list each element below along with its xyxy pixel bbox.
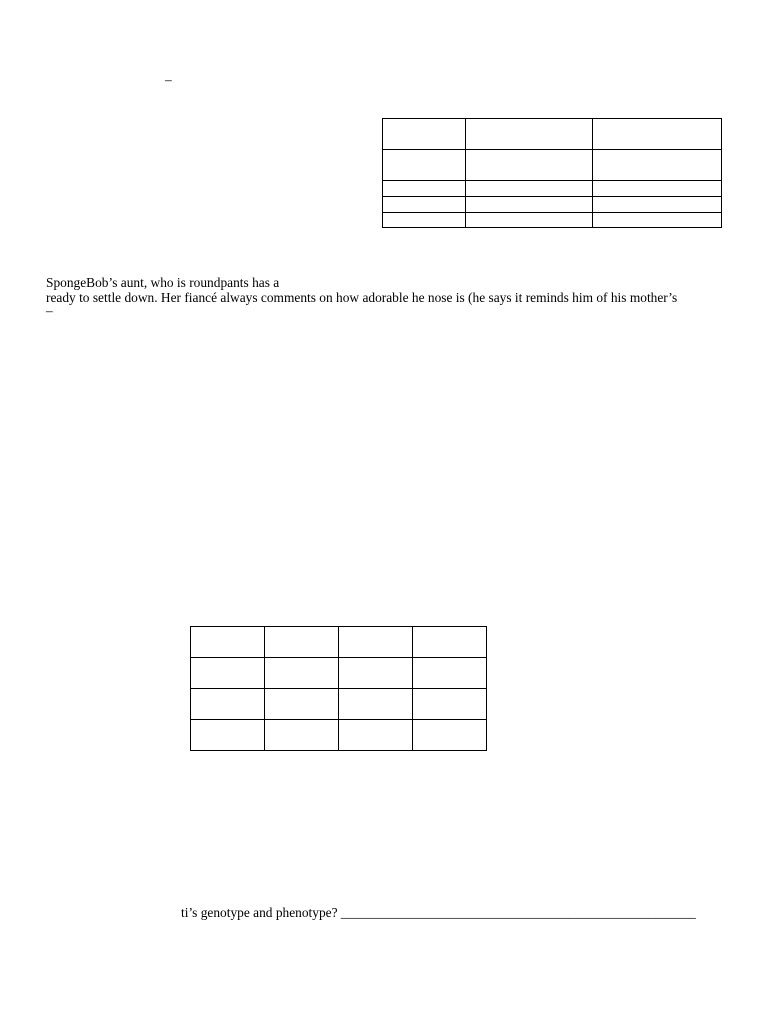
- question-line: [181, 905, 696, 921]
- table-cell: [191, 689, 265, 720]
- table-cell: [466, 119, 593, 150]
- table-cell: [593, 213, 722, 228]
- table-row: [383, 150, 722, 181]
- table-cell: [593, 181, 722, 197]
- punnett-square-table: [190, 626, 487, 751]
- table-cell: [339, 658, 413, 689]
- table-cell: [466, 197, 593, 213]
- answer-blank[interactable]: _____________________________________________________: [340, 905, 696, 920]
- table-cell: [339, 627, 413, 658]
- table-cell: [383, 181, 466, 197]
- table-cell: [265, 689, 339, 720]
- table-cell: [383, 119, 466, 150]
- table-cell: [413, 627, 487, 658]
- table-cell: [265, 658, 339, 689]
- data-table-top: [382, 118, 722, 228]
- table-cell: [413, 689, 487, 720]
- table-cell: [593, 197, 722, 213]
- table-row: [383, 197, 722, 213]
- table-cell: [191, 720, 265, 751]
- table-cell: [339, 720, 413, 751]
- table-row: [191, 689, 487, 720]
- table-cell: [191, 627, 265, 658]
- paragraph-line: ready to settle down. Her fiancé always comments on how adorable he nose is (he says it reminds him of his mother’s: [46, 290, 678, 305]
- table-cell: [466, 150, 593, 181]
- table-cell: [413, 658, 487, 689]
- table-cell: [466, 181, 593, 197]
- table-cell: [466, 213, 593, 228]
- table-row: [383, 213, 722, 228]
- table-row: [383, 119, 722, 150]
- table-row: [191, 658, 487, 689]
- table-cell: [593, 119, 722, 150]
- table-cell: [383, 150, 466, 181]
- table-cell: [191, 658, 265, 689]
- table-cell: [593, 150, 722, 181]
- table-cell: [383, 197, 466, 213]
- question-text: ti’s genotype and phenotype?: [181, 905, 341, 920]
- paragraph-dash: –: [46, 303, 53, 318]
- table-row: [191, 720, 487, 751]
- table-cell: [265, 627, 339, 658]
- paragraph-line: SpongeBob’s aunt, who is roundpants has a: [46, 275, 280, 290]
- table-cell: [339, 689, 413, 720]
- top-dash: –: [165, 72, 172, 87]
- table-cell: [383, 213, 466, 228]
- table-row: [383, 181, 722, 197]
- table-cell: [413, 720, 487, 751]
- table-cell: [265, 720, 339, 751]
- table-row: [191, 627, 487, 658]
